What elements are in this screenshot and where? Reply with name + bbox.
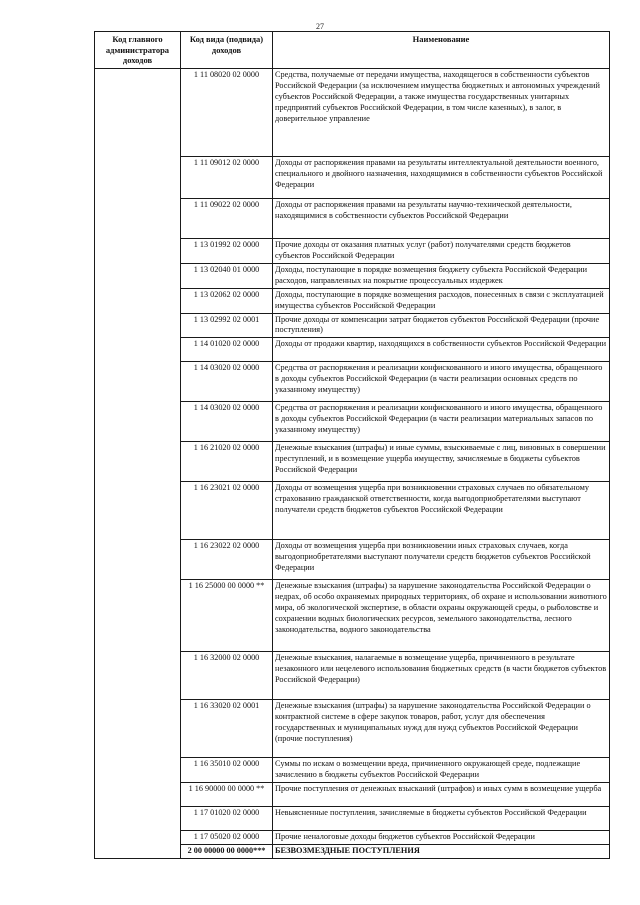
admin-code-cell <box>95 845 181 859</box>
table-row <box>95 338 610 362</box>
income-code-cell: 1 13 02062 02 0000 <box>181 288 273 313</box>
table-row <box>95 758 610 783</box>
income-name-cell: Денежные взыскания, налагаемые в возмещение ущерба, причиненного в результате незаконного или нецелевого использования бюджетных средств (в части бюджетов субъектов Российской Федерации) <box>273 652 610 700</box>
income-name-cell: Доходы от распоряжения правами на результаты научно-технической деятельности, находящимися в собственности субъектов Российской Федерации <box>273 198 610 238</box>
income-name-cell: Доходы, поступающие в порядке возмещения бюджету субъекта Российской Федерации расходов, направленных на покрытие процессуальных издержек <box>273 263 610 288</box>
table-row <box>95 238 610 263</box>
table-row <box>95 156 610 198</box>
admin-code-cell <box>95 652 181 700</box>
income-name-cell: Доходы от возмещения ущерба при возникновении иных страховых случаев, когда выгодоприобретателями выступают получатели средств бюджетов субъектов Российской Федерации <box>273 540 610 580</box>
income-code-cell: 2 00 00000 00 0000*** <box>181 845 273 859</box>
income-code-cell: 1 16 35010 02 0000 <box>181 758 273 783</box>
income-name-cell: Доходы от распоряжения правами на результаты интеллектуальной деятельности военного, специального и двойного назначения, находящимися в собственности субъектов Российской Федерации <box>273 156 610 198</box>
admin-code-cell <box>95 402 181 442</box>
table-row <box>95 362 610 402</box>
income-code-cell: 1 16 33020 02 0001 <box>181 700 273 758</box>
admin-code-cell <box>95 68 181 156</box>
admin-code-cell <box>95 482 181 540</box>
income-name-cell: Средства, получаемые от передачи имущества, находящегося в собственности субъектов Российской Федерации (за исключением имущества бюджетных и автономных учреждений субъектов Российской Федерации, а также имущества государственных унитарных предприятий субъектов Российской Федерации, в том числе казенных), в залог, в доверительное управление <box>273 68 610 156</box>
admin-code-cell <box>95 831 181 845</box>
income-code-cell: 1 11 09012 02 0000 <box>181 156 273 198</box>
table-row <box>95 652 610 700</box>
income-name-cell: Прочие доходы от оказания платных услуг (работ) получателями средств бюджетов субъектов Российской Федерации <box>273 238 610 263</box>
income-name-cell: БЕЗВОЗМЕЗДНЫЕ ПОСТУПЛЕНИЯ <box>273 845 610 859</box>
admin-code-cell <box>95 263 181 288</box>
income-code-cell: 1 13 02040 01 0000 <box>181 263 273 288</box>
income-code-cell: 1 16 23022 02 0000 <box>181 540 273 580</box>
income-name-cell: Доходы от продажи квартир, находящихся в собственности субъектов Российской Федерации <box>273 338 610 362</box>
income-name-cell: Прочие доходы от компенсации затрат бюджетов субъектов Российской Федерации (прочие поступления) <box>273 313 610 338</box>
income-name-cell: Денежные взыскания (штрафы) за нарушение законодательства Российской Федерации о контрактной системе в сфере закупок товаров, работ, услуг для обеспечения государственных и муниципальных нужд для нужд субъектов Российской Федерации (прочие поступления) <box>273 700 610 758</box>
income-name-cell: Денежные взыскания (штрафы) за нарушение законодательства Российской Федерации о недрах, об особо охраняемых природных территориях, об охране и использовании животного мира, об экологической экспертизе, в области охраны окружающей среды, о рыболовстве и сохранении водных биологических ресурсов, земельного законодательства, лесного законодательства, водного законодательства <box>273 580 610 652</box>
income-name-cell: Средства от распоряжения и реализации конфискованного и иного имущества, обращенного в доходы субъектов Российской Федерации (в части реализации материальных запасов по указанному имуществу) <box>273 402 610 442</box>
income-name-cell: Доходы от возмещения ущерба при возникновении страховых случаев по обязательному страхованию гражданской ответственности, когда выгодоприобретателями выступают получатели средств бюджетов субъектов Российской Федерации <box>273 482 610 540</box>
income-codes-table <box>94 31 610 859</box>
income-name-cell: Средства от распоряжения и реализации конфискованного и иного имущества, обращенного в доходы субъектов Российской Федерации (в части реализации основных средств по указанному имуществу) <box>273 362 610 402</box>
income-code-cell: 1 16 23021 02 0000 <box>181 482 273 540</box>
header-admin-code: Код главного администратора доходов <box>95 32 181 69</box>
header-name: Наименование <box>273 32 610 69</box>
table-row <box>95 580 610 652</box>
table-body <box>95 68 610 858</box>
income-code-cell: 1 17 05020 02 0000 <box>181 831 273 845</box>
income-code-cell: 1 14 01020 02 0000 <box>181 338 273 362</box>
table-row <box>95 442 610 482</box>
income-code-cell: 1 16 21020 02 0000 <box>181 442 273 482</box>
admin-code-cell <box>95 238 181 263</box>
income-name-cell: Невыясненные поступления, зачисляемые в бюджеты субъектов Российской Федерации <box>273 807 610 831</box>
income-code-cell: 1 11 09022 02 0000 <box>181 198 273 238</box>
table-row <box>95 783 610 807</box>
admin-code-cell <box>95 783 181 807</box>
table-row <box>95 402 610 442</box>
income-name-cell: Прочие неналоговые доходы бюджетов субъектов Российской Федерации <box>273 831 610 845</box>
income-name-cell: Денежные взыскания (штрафы) и иные суммы, взыскиваемые с лиц, виновных в совершении преступлений, и в возмещение ущерба имуществу, зачисляемые в бюджеты субъектов Российской Федерации <box>273 442 610 482</box>
admin-code-cell <box>95 198 181 238</box>
admin-code-cell <box>95 313 181 338</box>
income-code-cell: 1 16 32000 02 0000 <box>181 652 273 700</box>
admin-code-cell <box>95 758 181 783</box>
table-row <box>95 482 610 540</box>
table-row <box>95 807 610 831</box>
income-name-cell: Суммы по искам о возмещении вреда, причиненного окружающей среде, подлежащие зачислению в бюджеты субъектов Российской Федерации <box>273 758 610 783</box>
admin-code-cell <box>95 362 181 402</box>
income-code-cell: 1 16 25000 00 0000 ** <box>181 580 273 652</box>
table-row <box>95 845 610 859</box>
admin-code-cell <box>95 288 181 313</box>
admin-code-cell <box>95 442 181 482</box>
income-name-cell: Прочие поступления от денежных взысканий (штрафов) и иных сумм в возмещение ущерба <box>273 783 610 807</box>
income-code-cell: 1 13 01992 02 0000 <box>181 238 273 263</box>
page-number: 27 <box>316 22 324 31</box>
admin-code-cell <box>95 580 181 652</box>
admin-code-cell <box>95 540 181 580</box>
income-code-cell: 1 13 02992 02 0001 <box>181 313 273 338</box>
table-row <box>95 540 610 580</box>
admin-code-cell <box>95 156 181 198</box>
income-code-cell: 1 17 01020 02 0000 <box>181 807 273 831</box>
table-row <box>95 700 610 758</box>
admin-code-cell <box>95 807 181 831</box>
admin-code-cell <box>95 338 181 362</box>
table-row <box>95 831 610 845</box>
income-name-cell: Доходы, поступающие в порядке возмещения расходов, понесенных в связи с эксплуатацией имущества субъектов Российской Федерации <box>273 288 610 313</box>
admin-code-cell <box>95 700 181 758</box>
table-row <box>95 288 610 313</box>
income-code-cell: 1 14 03020 02 0000 <box>181 362 273 402</box>
table-row <box>95 198 610 238</box>
income-code-cell: 1 11 08020 02 0000 <box>181 68 273 156</box>
income-code-cell: 1 16 90000 00 0000 ** <box>181 783 273 807</box>
table-row <box>95 263 610 288</box>
table-header <box>95 32 610 69</box>
table-row <box>95 68 610 156</box>
income-code-cell: 1 14 03020 02 0000 <box>181 402 273 442</box>
header-income-code: Код вида (подвида) доходов <box>181 32 273 69</box>
table-row <box>95 313 610 338</box>
